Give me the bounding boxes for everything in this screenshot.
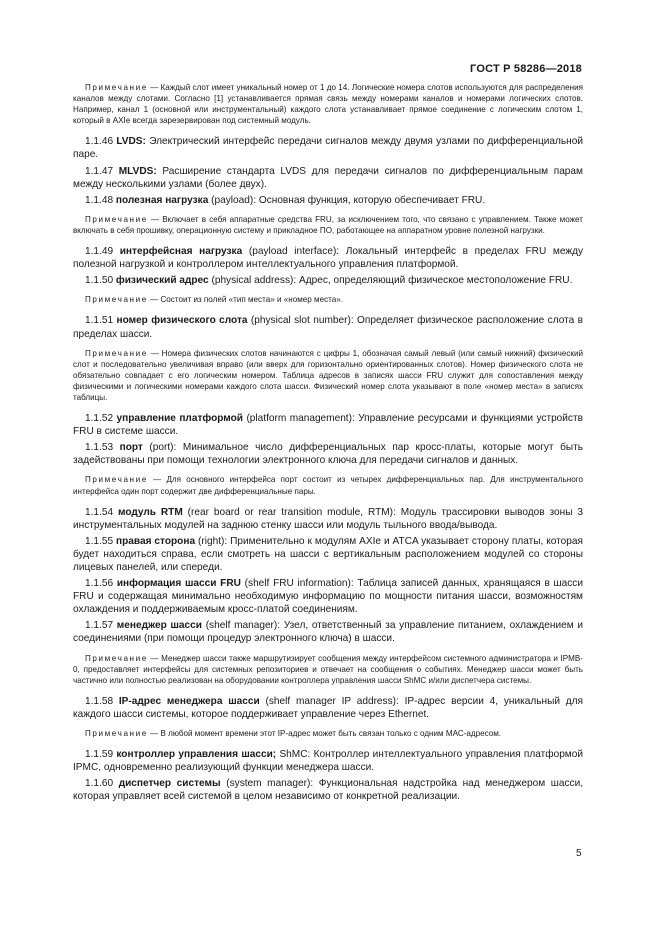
term-english: (system manager): [226, 778, 314, 790]
term-number: 1.1.46 [85, 136, 114, 148]
term-definition: Минимальное число дифференциальных пар кросс-платы, которые могут быть задействованы при помощи технологии электронного ключа для передачи сигналов и данных. [73, 442, 583, 467]
term-number: 1.1.49 [85, 246, 114, 258]
term-definition: Определяет физическое расположение слота в пределах шасси. [73, 315, 583, 340]
term-definition: Адрес, определяющий физическое местоположение FRU. [299, 275, 573, 287]
term-entry [73, 412, 583, 438]
term-name: IP-адрес менеджера шасси [118, 695, 260, 707]
term-number: 1.1.54 [85, 506, 114, 518]
term-number: 1.1.57 [85, 620, 114, 632]
term-entry [73, 577, 583, 616]
term-entry [73, 194, 583, 207]
note-paragraph: Примечание — Для основного интерфейса порт состоит из четырех дифференциальных пар. Для инструментального интерфейса один порт содержит две дифференциальные пары. [73, 475, 583, 496]
note-paragraph: Примечание — Включает в себя аппаратные средства FRU, за исключением того, что связано с управлением. Также может включать в себя прошивку, операционную систему и прикладное ПО, работающее на аппаратном уровне полезной нагрузки. [73, 214, 583, 235]
term-name: менеджер шасси [116, 620, 202, 632]
term-entry [73, 619, 583, 645]
term-name: управление платформой [116, 413, 243, 425]
term-number: 1.1.50 [85, 275, 114, 287]
term-english: (physical slot number): [250, 315, 354, 327]
term-english: (shelf manager IP address): [265, 695, 399, 707]
term-entry [73, 245, 583, 271]
note-paragraph: Примечание — В любой момент времени этот IP-адрес может быть связан только с одним МАС-адресом. [85, 729, 502, 739]
term-definition: Применительно к модулям AXIe и ATCA указывает сторону платы, которая будет находиться справа, если смотреть на шасси с вертикальным расположением модулей со стороны лицевых панелей, или спереди. [73, 535, 583, 573]
note-label: Примечание [85, 653, 148, 663]
term-definition: Модуль трассировки выводов зоны 3 инструментальных модулей на заднюю стенку шасси или модуль тыльного ввода/вывода. [73, 506, 584, 531]
term-definition: Узел, ответственный за управление питанием, охлаждением и соединениями (при помощи процедур электронного ключа) в шасси. [73, 620, 583, 645]
term-entry [73, 274, 583, 287]
term-entry [73, 535, 583, 574]
term-number: 1.1.51 [85, 315, 114, 327]
term-definition: Основная функция, которую обеспечивает FRU. [258, 194, 486, 206]
term-name: полезная нагрузка [115, 194, 209, 206]
term-definition: Локальный интерфейс в пределах FRU между полезной нагрузкой и контроллером интеллектуального управления платформой. [73, 246, 584, 271]
term-english: (physical address): [211, 275, 297, 287]
term-english: ShMC: [279, 749, 311, 761]
term-entry [73, 314, 583, 340]
term-english: (platform management): [246, 413, 355, 425]
term-number: 1.1.55 [85, 535, 114, 547]
term-english: (rear board or rear transition module, RTM): [187, 506, 396, 518]
term-name: контроллер управления шасси; [116, 749, 277, 761]
document-code: ГОСТ Р 58286—2018 [470, 63, 582, 75]
term-english: (port): [149, 442, 177, 454]
term-number: 1.1.58 [85, 695, 114, 707]
term-definition: Электрический интерфейс передачи сигналов между двумя узлами по дифференциальной паре. [73, 136, 583, 161]
term-definition: Управление ресурсами и функциями устройств FRU в системе шасси. [73, 413, 583, 438]
note-label: Примечание [85, 214, 148, 224]
note-paragraph: Примечание — Менеджер шасси также маршрутизирует сообщения между интерфейсом системного администратора и IPMB-0, предоставляет интерфейсы для системных репозиториев и отвечает на сообщения о событиях. Менеджер шасси может быть частично или полностью реализован на оборудовании контроллера управления шасси ShMC и/или диспетчера системы. [73, 653, 583, 685]
term-name: модуль RTM [117, 506, 183, 518]
note-paragraph: Примечание — Номера физических слотов начинаются с цифры 1, обозначая самый левый (или самый нижний) физический слот и последовательно увеличивая вправо (или вверх для горизонтально ориентированных слотов). Номер физического слота не обязательно совпадает с его логическим номером. Таблица адресов в записях шасси FRU служит для сопоставления между физическими и логическими номерами каждого слота шасси. Физический номер слота указывают в поле «номер места» в записях таблицы. [73, 348, 583, 402]
page-body [73, 82, 583, 807]
term-name: порт [119, 442, 143, 454]
term-entry [73, 777, 583, 803]
note-label: Примечание [85, 83, 148, 92]
term-number: 1.1.52 [85, 413, 114, 425]
term-number: 1.1.56 [85, 578, 114, 590]
page-number: 5 [576, 848, 582, 859]
term-name: правая сторона [116, 535, 196, 547]
note-text: Включает в себя аппаратные средства FRU, за исключением того, что связано с управлением. Также может включать в себя прошивку, операционную систему и прикладное ПО, работающее на аппаратном уровне полезной нагрузки. [73, 214, 583, 235]
note-text: Номера физических слотов начинаются с цифры 1, обозначая самый левый (или самый нижний) физический слот и последовательно увеличивая вправо (или вверх для горизонтально ориентированных слотов). Номер физического слота не обязательно совпадает с его логическим номером. Таблица адресов в записях шасси FRU служит для сопоставления между физическими и логическими номерами каждого слота шасси. Физический номер слота указывают в поле «номер места» в записях таблицы. [73, 348, 583, 402]
note-text: Менеджер шасси также маршрутизирует сообщения между интерфейсом системного администратора и IPMB-0, предоставляет интерфейсы для системных репозиториев и отвечает на сообщения о событиях. Менеджер шасси может быть частично или полностью реализован на оборудовании контроллера управления шасси ShMC и/или диспетчера системы. [73, 653, 583, 685]
term-number: 1.1.59 [85, 749, 114, 761]
term-english: (payload): [211, 194, 257, 206]
term-entry [73, 695, 583, 721]
note-text: Состоит из полей «тип места» и «номер места». [160, 295, 344, 305]
term-definition: Функциональная надстройка над менеджером шасси, которая управляет всей системой в целом независимо от конкретной реализации. [73, 778, 584, 803]
note-paragraph: Примечание — Состоит из полей «тип места» и «номер места». [85, 295, 344, 305]
note-text: Каждый слот имеет уникальный номер от 1 до 14. Логические номера слотов используются для распределения каналов между слотами. Согласно [1] устанавливается прямая связь между номерами каналов и номерами логических слотов. Например, канал 1 (основной или инструментальный) каждого слота устанавливает прямое соединение с логическим слотом 1, который в AXIe всегда зарезервирован под системный модуль. [73, 83, 584, 126]
term-english: (shelf FRU information): [244, 578, 354, 590]
term-entry [73, 506, 583, 532]
term-name: LVDS: [116, 136, 146, 148]
term-definition: Контроллер интеллектуального управления платформой IPMC, одновременно реализующий функции менеджера шасси. [73, 749, 583, 774]
term-definition: Таблица записей данных, хранящаяся в шасси FRU и содержащая минимально необходимую информацию по мощности питания шасси, возможностям охлаждения и поддерживаемым кросс-платой соединениям. [73, 578, 583, 616]
note-label: Примечание [85, 729, 148, 739]
note-label: Примечание [85, 295, 148, 305]
note-paragraph: Примечание — Каждый слот имеет уникальный номер от 1 до 14. Логические номера слотов используются для распределения каналов между слотами. Согласно [1] устанавливается прямая связь между номерами каналов и номерами логических слотов. Например, канал 1 (основной или инструментальный) каждого слота устанавливает прямое соединение с логическим слотом 1, который в AXIe всегда зарезервирован под системный модуль. [73, 83, 584, 126]
term-name: диспетчер системы [118, 778, 221, 790]
term-entry [73, 135, 583, 161]
term-number: 1.1.48 [85, 194, 114, 206]
term-definition: Расширение стандарта LVDS для передачи сигналов по дифференциальным парам между несколькими узлами (более двух). [73, 165, 583, 190]
term-entry [73, 441, 583, 467]
note-text: В любой момент времени этот IP-адрес может быть связан только с одним МАС-адресом. [160, 729, 502, 739]
term-definition: IP-адрес версии 4, уникальный для каждого шасси системы, которое поддерживает управление через Ethernet. [73, 695, 584, 720]
term-number: 1.1.53 [85, 442, 114, 454]
note-label: Примечание [85, 475, 148, 485]
term-entry [73, 165, 583, 191]
term-name: физический адрес [115, 275, 209, 287]
term-number: 1.1.60 [85, 778, 114, 790]
term-name: информация шасси FRU [116, 578, 241, 590]
term-english: (right): [198, 535, 228, 547]
note-label: Примечание [85, 348, 148, 358]
term-number: 1.1.47 [85, 165, 114, 177]
term-name: интерфейсная нагрузка [119, 246, 243, 258]
term-name: MLVDS: [118, 165, 157, 177]
term-name: номер физического слота [116, 315, 248, 327]
term-entry [73, 748, 583, 774]
term-english: (shelf manager): [205, 620, 281, 632]
note-text: Для основного интерфейса порт состоит из четырех дифференциальных пар. Для инструментального интерфейса один порт содержит две дифференциальные пары. [73, 475, 583, 496]
term-english: (payload interface): [248, 246, 340, 258]
